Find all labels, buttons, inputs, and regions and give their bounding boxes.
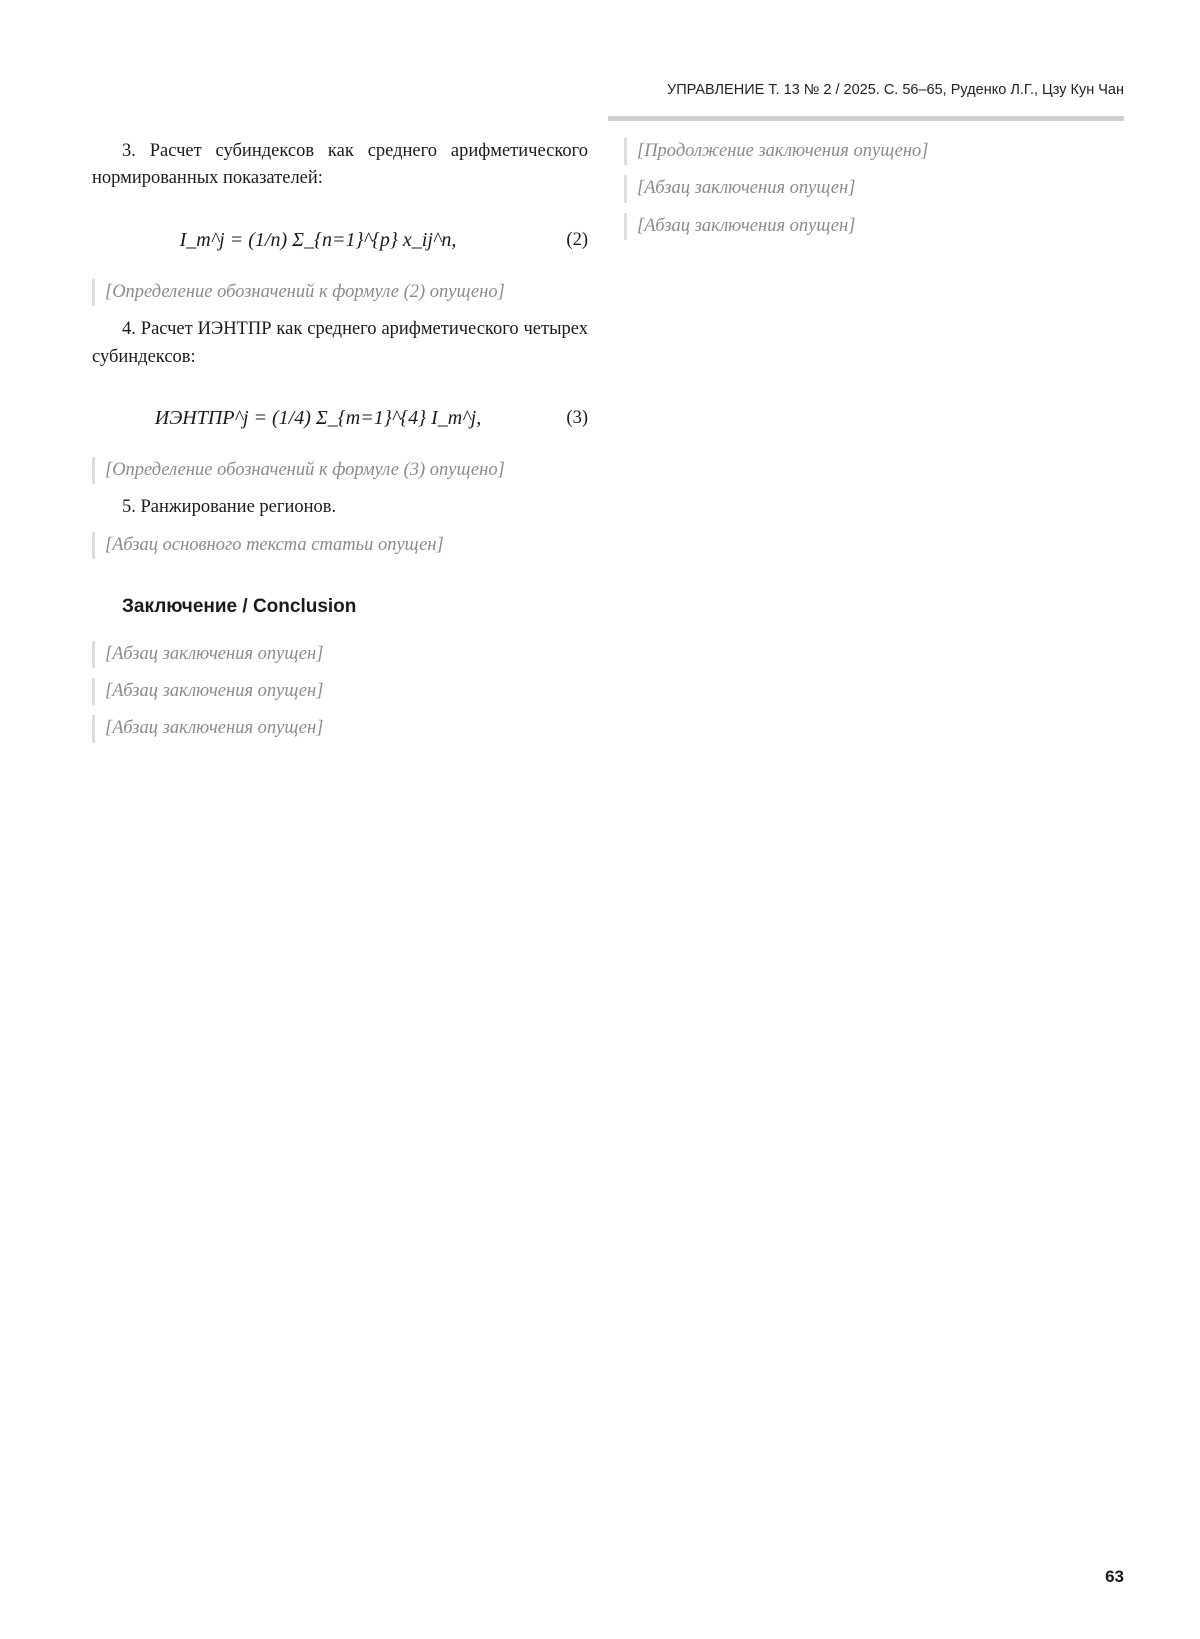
page-number: 63 [1105, 1567, 1124, 1586]
section-heading-conclusion: Заключение / Conclusion [122, 596, 357, 618]
conclusion-paragraph-3: [Абзац заключения опущен] [92, 715, 588, 742]
formula-3-number: (3) [566, 408, 588, 429]
list-item-3: 3. Расчет субиндексов как среднего арифметического нормированных показателей: [92, 141, 588, 189]
right-paragraph-1: [Продолжение заключения опущено] [624, 138, 1120, 165]
formula-2 [92, 203, 588, 279]
formula-2-number: (2) [566, 230, 588, 251]
running-head: УПРАВЛЕНИЕ Т. 13 № 2 / 2025. С. 56–65, Руденко Л.Г., Цзу Кун Чан [667, 82, 1124, 98]
body-paragraph: [Абзац основного текста статьи опущен] [92, 532, 588, 559]
left-column [92, 138, 588, 753]
right-paragraph-2: [Абзац заключения опущен] [624, 175, 1120, 202]
right-column [624, 138, 1120, 250]
list-item-5: 5. Ранжирование регионов. [122, 497, 337, 518]
list-item-4: 4. Расчет ИЭНТПР как среднего арифметического четырех субиндексов: [92, 319, 588, 367]
formula-3-definitions: [Определение обозначений к формуле (3) опущено] [92, 457, 588, 484]
formula-3 [92, 381, 588, 457]
formula-3-expression: ИЭНТПР^j = (1/4) Σ_{m=1}^{4} I_m^j, [154, 407, 482, 430]
formula-2-definitions: [Определение обозначений к формуле (2) опущено] [92, 279, 588, 306]
header-rule [608, 116, 1124, 121]
conclusion-paragraph-2: [Абзац заключения опущен] [92, 678, 588, 705]
formula-2-expression: I_m^j = (1/n) Σ_{n=1}^{p} x_ij^n, [179, 229, 457, 252]
right-paragraph-3: [Абзац заключения опущен] [624, 213, 1120, 240]
conclusion-paragraph-1: [Абзац заключения опущен] [92, 641, 588, 668]
